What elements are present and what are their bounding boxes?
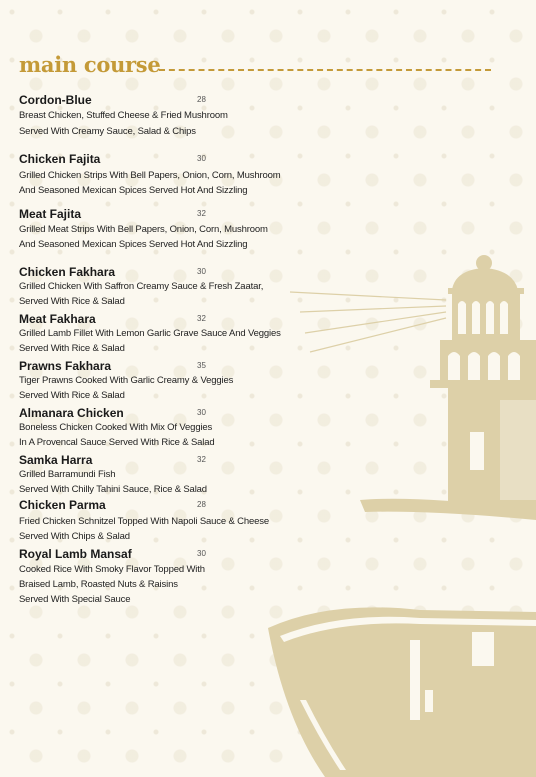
item-description [19, 222, 268, 252]
description-line: Tiger Prawns Cooked With Garlic Creamy & Veggies [19, 375, 234, 386]
item-price: 30 [197, 154, 206, 163]
item-description [19, 279, 263, 309]
section-header [19, 52, 499, 82]
item-price: 32 [197, 455, 206, 464]
description-line: Boneless Chicken Cooked With Mix Of Veggies [19, 422, 213, 433]
item-description [19, 168, 281, 198]
item-name: Meat Fajita [19, 207, 82, 221]
item-name: Cordon-Blue [19, 93, 92, 107]
item-description [19, 108, 228, 139]
item-description [19, 373, 233, 403]
item-description [19, 326, 281, 356]
item-description [19, 420, 215, 450]
item-name: Chicken Fakhara [19, 265, 116, 279]
description-line: Served With Chips & Salad [19, 531, 130, 542]
item-price: 32 [197, 209, 206, 218]
description-line: Served With Special Sauce [19, 594, 131, 605]
description-line: Fried Chicken Schnitzel Topped With Napoli Sauce & Cheese [19, 516, 270, 527]
description-line: Served With Chilly Tahini Sauce, Rice & Salad [19, 484, 207, 495]
item-name: Chicken Parma [19, 498, 106, 512]
description-line: Grilled Barramundi Fish [19, 469, 116, 480]
description-line: Served With Rice & Salad [19, 296, 125, 307]
item-name: Meat Fakhara [19, 312, 96, 326]
description-line: Grilled Lamb Fillet With Lemon Garlic Grave Sauce And Veggies [19, 328, 281, 339]
item-price: 28 [197, 500, 206, 509]
item-name: Royal Lamb Mansaf [19, 547, 132, 561]
description-line: And Seasoned Mexican Spices Served Hot And Sizzling [19, 185, 248, 196]
item-name: Samka Harra [19, 453, 93, 467]
description-line: Served With Rice & Salad [19, 390, 125, 401]
item-price: 30 [197, 408, 206, 417]
item-description [19, 562, 205, 607]
description-line: Grilled Meat Strips With Bell Papers, Onion, Corn, Mushroom [19, 224, 268, 235]
item-name: Almanara Chicken [19, 406, 124, 420]
description-line: Breast Chicken, Stuffed Cheese & Fried Mushroom [19, 110, 228, 121]
description-line: In A Provencal Sauce Served With Rice & Salad [19, 437, 215, 448]
item-description [19, 467, 207, 497]
description-line: Grilled Chicken Strips With Bell Papers, Onion, Corn, Mushroom [19, 170, 281, 181]
description-line: Cooked Rice With Smoky Flavor Topped With [19, 564, 205, 575]
item-name: Chicken Fajita [19, 152, 101, 166]
description-line: Served With Rice & Salad [19, 343, 125, 354]
description-line: And Seasoned Mexican Spices Served Hot And Sizzling [19, 239, 248, 250]
item-price: 30 [197, 267, 206, 276]
section-title: main course [19, 52, 161, 77]
dashed-divider [159, 69, 491, 71]
description-line: Braised Lamb, Roasted Nuts & Raisins [19, 579, 178, 590]
item-price: 28 [197, 95, 206, 104]
item-description [19, 514, 269, 544]
description-line: Grilled Chicken With Saffron Creamy Sauce & Fresh Zaatar, [19, 281, 264, 292]
description-line: Served With Creamy Sauce, Salad & Chips [19, 125, 196, 137]
item-price: 32 [197, 314, 206, 323]
item-price: 30 [197, 549, 206, 558]
item-price: 35 [197, 361, 206, 370]
item-name: Prawns Fakhara [19, 359, 112, 373]
